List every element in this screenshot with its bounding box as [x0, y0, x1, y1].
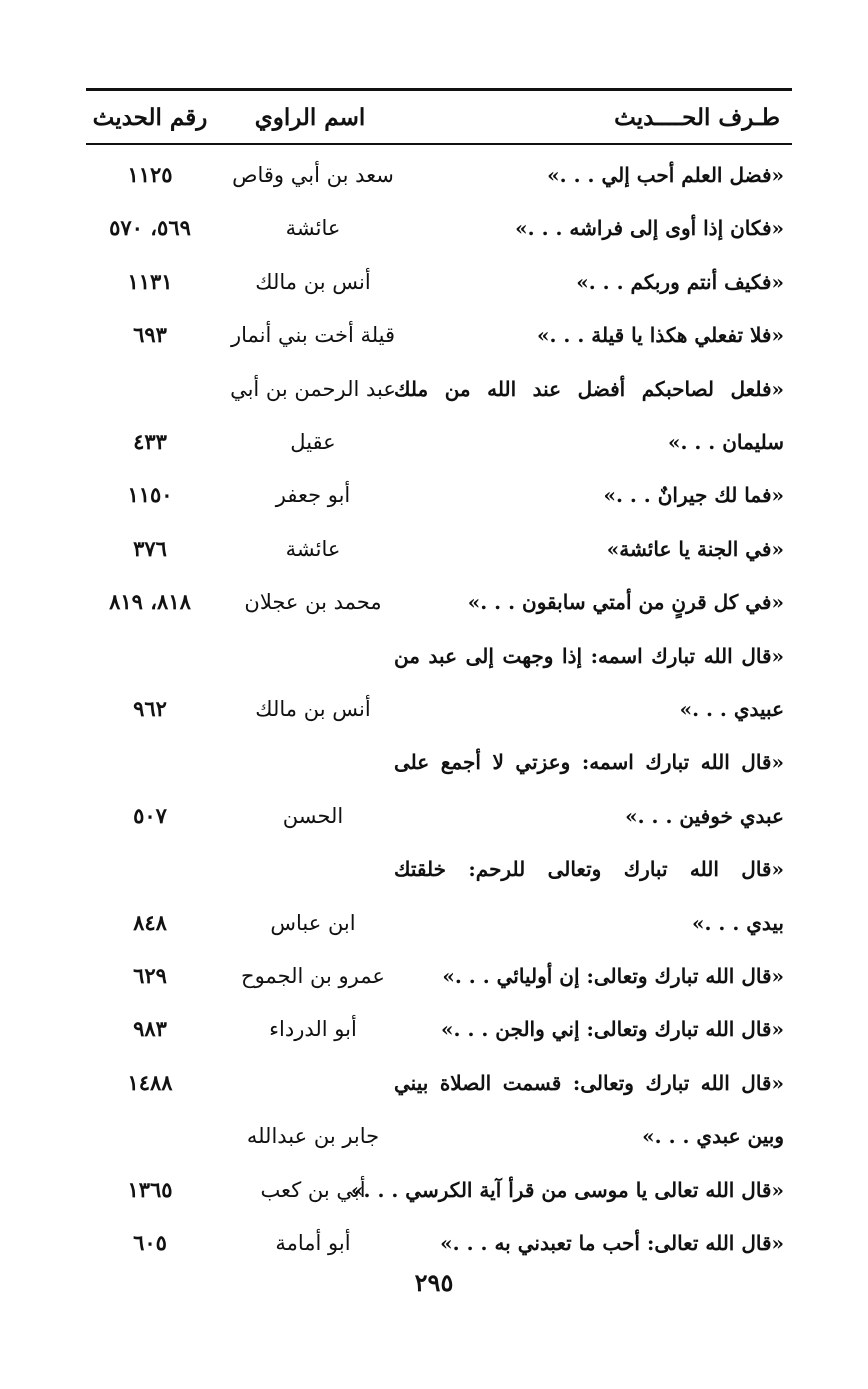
table-row — [86, 1166, 792, 1214]
narrator-name — [228, 845, 398, 893]
hadith-number: ١١٢٥ — [127, 162, 173, 187]
hadith-number — [86, 845, 214, 893]
hadith-number: ٨٤٨ — [133, 910, 167, 935]
hadith-text: «في كل قرنٍ من أمتي سابقون . . .» — [467, 590, 784, 614]
table-row — [86, 738, 792, 786]
hadith-text: «فكان إذا أوى إلى فراشه . . .» — [515, 216, 784, 240]
hadith-number: ١٤٨٨ — [127, 1070, 173, 1095]
table-row — [86, 685, 792, 733]
header-hadith-number: رقم الحديث — [92, 104, 208, 131]
hadith-text: «فكيف أنتم وربكم . . .» — [576, 270, 784, 294]
hadith-text: «فلا تفعلي هكذا يا قيلة . . .» — [537, 323, 784, 347]
narrator-name: قيلة أخت بني أنمار — [230, 323, 396, 347]
hadith-number: ١٣٦٥ — [127, 1177, 173, 1202]
hadith-number: ٦٩٣ — [133, 322, 167, 347]
table-row — [86, 1059, 792, 1107]
hadith-text: «قال الله تبارك وتعالى: قسمت الصلاة بيني — [394, 1071, 784, 1095]
narrator-name: أبو أمامة — [275, 1231, 351, 1255]
hadith-text: «فضل العلم أحب إلي . . .» — [547, 163, 784, 187]
hadith-text: عبيدي . . .» — [679, 697, 784, 721]
hadith-number: ٩٦٢ — [133, 696, 167, 721]
narrator-name: عقيل — [290, 430, 336, 454]
table-row — [86, 1219, 792, 1267]
hadith-text: «فلعل لصاحبكم أفضل عند الله من ملك — [394, 377, 784, 401]
hadith-text: «قال الله تبارك وتعالى: إن أوليائي . . .» — [442, 964, 784, 988]
table-row — [86, 632, 792, 680]
narrator-name: أبو الدرداء — [269, 1017, 357, 1041]
hadith-number: ١١٥٠ — [127, 482, 173, 507]
table-row — [86, 204, 792, 252]
table-row — [86, 258, 792, 306]
hadith-text: عبدي خوفين . . .» — [625, 804, 784, 828]
hadith-text: «قال الله تعالى يا موسى من قرأ آية الكرسي . . .» — [351, 1178, 784, 1202]
hadith-number: ٨١٨، ٨١٩ — [109, 589, 191, 614]
table-row — [86, 311, 792, 359]
table-row — [86, 792, 792, 840]
table-row — [86, 845, 792, 893]
narrator-name: عائشة — [285, 537, 341, 561]
table-row — [86, 899, 792, 947]
table-row — [86, 471, 792, 519]
narrator-name: ابن عباس — [270, 911, 356, 935]
hadith-number: ٩٨٣ — [133, 1016, 167, 1041]
narrator-name: أبو جعفر — [275, 483, 351, 507]
hadith-number: ٦٢٩ — [133, 963, 167, 988]
hadith-text: «قال الله تبارك اسمه: إذا وجهت إلى عبد من — [394, 644, 784, 668]
narrator-name: سعد بن أبي وقاص — [232, 163, 394, 187]
hadith-number — [86, 738, 214, 786]
narrator-name — [228, 738, 398, 786]
hadith-text: بيدي . . .» — [691, 911, 784, 935]
hadith-text: «قال الله تبارك وتعالى للرحم: خلقتك — [394, 857, 784, 881]
hadith-text: سليمان . . .» — [667, 430, 784, 454]
hadith-text: «قال الله تعالى: أحب ما تعبدني به . . .» — [440, 1231, 784, 1255]
table-row — [86, 151, 792, 199]
header-narrator: اسم الراوي — [254, 104, 366, 131]
hadith-number: ٦٠٥ — [133, 1230, 167, 1255]
hadith-text: «فما لك جيرانٌ . . .» — [603, 483, 784, 507]
hadith-text: وبين عبدي . . .» — [642, 1124, 784, 1148]
hadith-number: ٥٠٧ — [133, 803, 167, 828]
narrator-name — [228, 632, 398, 680]
narrator-name: عائشة — [285, 216, 341, 240]
table-row — [86, 1005, 792, 1053]
narrator-name: أبي بن كعب — [260, 1178, 366, 1202]
header-hadith-text: طـرف الحــــديث — [614, 104, 780, 131]
hadith-number — [86, 1112, 214, 1160]
hadith-number — [86, 365, 214, 413]
narrator-name: عبد الرحمن بن أبي — [230, 377, 396, 401]
hadith-number: ٤٣٣ — [133, 429, 167, 454]
table-row — [86, 578, 792, 626]
narrator-name — [228, 1059, 398, 1107]
hadith-text: «في الجنة يا عائشة» — [606, 537, 784, 561]
page-number: ٢٩٥ — [414, 1268, 454, 1297]
hadith-text: «قال الله تبارك اسمه: وعزتي لا أجمع على — [394, 750, 784, 774]
hadith-number: ٥٦٩، ٥٧٠ — [109, 215, 191, 240]
table-row — [86, 418, 792, 466]
hadith-number: ١١٣١ — [127, 269, 173, 294]
narrator-name: عمرو بن الجموح — [241, 964, 385, 988]
table-row — [86, 365, 792, 413]
narrator-name: أنس بن مالك — [255, 270, 371, 294]
narrator-name: الحسن — [282, 804, 344, 828]
hadith-text: «قال الله تبارك وتعالى: إني والجن . . .» — [441, 1017, 784, 1041]
narrator-name: جابر بن عبدالله — [246, 1124, 380, 1148]
narrator-name: أنس بن مالك — [255, 697, 371, 721]
table-row — [86, 525, 792, 573]
narrator-name: محمد بن عجلان — [244, 590, 382, 614]
table-row — [86, 1112, 792, 1160]
hadith-number: ٣٧٦ — [133, 536, 167, 561]
hadith-number — [86, 632, 214, 680]
table-row — [86, 952, 792, 1000]
